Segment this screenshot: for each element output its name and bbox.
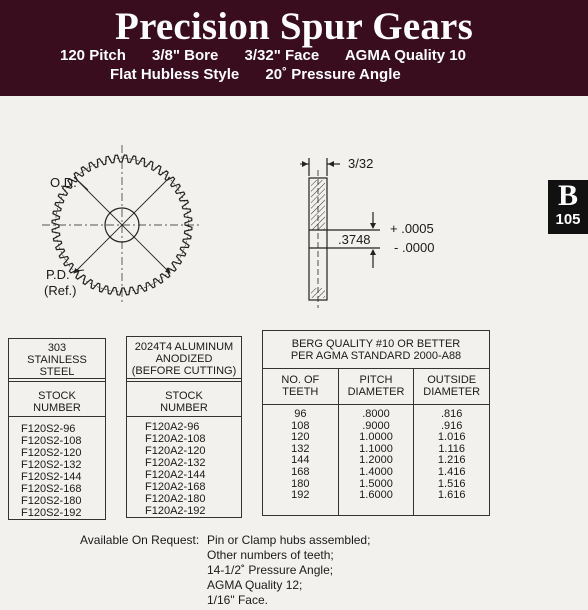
stock-number: F120A2-192 bbox=[145, 505, 206, 517]
stock-number: F120A2-144 bbox=[145, 469, 206, 481]
table-cell: 1.216 bbox=[437, 454, 466, 467]
teeth-column bbox=[263, 369, 339, 515]
header-line: STAINLESS bbox=[27, 354, 87, 366]
table-cell: 192 bbox=[291, 489, 310, 502]
bore-dimension: .3748 bbox=[338, 232, 371, 247]
table-cell: 96 bbox=[294, 408, 307, 420]
column-values bbox=[263, 405, 338, 502]
header-line: 2024T4 ALUMINUM bbox=[134, 341, 234, 353]
spec-pitch: 120 Pitch bbox=[60, 47, 126, 64]
spec-quality: AGMA Quality 10 bbox=[344, 47, 466, 64]
stock-number: F120A2-132 bbox=[145, 457, 206, 469]
table-cell: 1.616 bbox=[437, 489, 466, 502]
face-dimension: 3/32 bbox=[348, 156, 374, 171]
column-header bbox=[339, 369, 414, 405]
table-cell: 132 bbox=[291, 442, 310, 455]
header-line: NUMBER bbox=[160, 402, 208, 414]
spec-bore: 3/8" Bore bbox=[152, 47, 219, 64]
spec-style: Flat Hubless Style bbox=[110, 66, 240, 83]
stock-number: F120S2-96 bbox=[21, 423, 76, 435]
stock-number: F120S2-168 bbox=[21, 483, 82, 495]
spec-line-2 bbox=[110, 66, 423, 83]
page-number: 105 bbox=[555, 211, 581, 228]
stock-number: F120S2-192 bbox=[21, 507, 82, 519]
header-line: STEEL bbox=[39, 366, 75, 378]
availability-line: 14-1/2˚ Pressure Angle; bbox=[207, 563, 334, 577]
stainless-stock-list bbox=[9, 417, 105, 519]
table-cell: .9000 bbox=[362, 419, 390, 432]
table-cell: 1.116 bbox=[438, 442, 466, 455]
gear-diagram bbox=[0, 140, 480, 330]
stock-number: F120A2-108 bbox=[145, 433, 206, 445]
header-line: TEETH bbox=[282, 386, 319, 398]
stock-number: F120S2-132 bbox=[21, 459, 82, 471]
table-cell: 1.416 bbox=[437, 465, 466, 478]
stock-number: F120S2-108 bbox=[21, 435, 82, 447]
table-cell: 1.5000 bbox=[359, 477, 393, 490]
header-line: DIAMETER bbox=[347, 386, 405, 398]
table-cell: 1.0000 bbox=[359, 431, 393, 444]
table-cell: 180 bbox=[291, 477, 310, 490]
table-cell: 120 bbox=[291, 431, 310, 444]
od-label: O.D. bbox=[50, 175, 77, 190]
aluminum-table bbox=[126, 336, 242, 518]
header-line: 303 bbox=[47, 342, 67, 354]
table-cell: 1.4000 bbox=[359, 465, 393, 478]
outside-diameter-column bbox=[414, 369, 489, 515]
stock-number: F120A2-168 bbox=[145, 481, 206, 493]
table-cell: 144 bbox=[291, 454, 310, 467]
pd-label: P.D. bbox=[46, 267, 70, 282]
column-header bbox=[414, 369, 489, 405]
page-title: Precision Spur Gears bbox=[115, 5, 473, 48]
table-cell: 108 bbox=[291, 419, 310, 432]
header-line: STOCK bbox=[38, 390, 76, 402]
section-letter: B bbox=[557, 179, 578, 212]
table-cell: .8000 bbox=[362, 408, 390, 420]
header-line: DIAMETER bbox=[423, 386, 481, 398]
header-line: OUTSIDE bbox=[427, 374, 477, 386]
stock-number: F120A2-96 bbox=[145, 421, 200, 433]
table-cell: .916 bbox=[440, 419, 463, 432]
header-line: PER AGMA STANDARD 2000-A88 bbox=[290, 350, 462, 362]
table-cell: 1.6000 bbox=[359, 489, 393, 502]
header-line: NUMBER bbox=[33, 402, 81, 414]
header-line: (BEFORE CUTTING) bbox=[131, 365, 237, 377]
quality-standard-header bbox=[263, 331, 489, 369]
stainless-steel-table bbox=[8, 338, 106, 520]
bore-tolerance-minus: - .0000 bbox=[394, 240, 435, 255]
column-values bbox=[339, 405, 414, 502]
availability-line: AGMA Quality 12; bbox=[207, 578, 303, 592]
availability-line: Pin or Clamp hubs assembled; bbox=[207, 533, 371, 547]
column-header bbox=[263, 369, 338, 405]
stainless-stock-header bbox=[9, 381, 105, 417]
aluminum-material-header bbox=[127, 337, 241, 379]
header-line: STOCK bbox=[165, 390, 203, 402]
pitch-diameter-column bbox=[339, 369, 415, 515]
availability-line: Other numbers of teeth; bbox=[207, 548, 334, 562]
gear-spec-table bbox=[262, 330, 490, 516]
header-line: BERG QUALITY #10 OR BETTER bbox=[291, 338, 461, 350]
spec-pressure-angle: 20˚ Pressure Angle bbox=[265, 66, 401, 83]
section-tab bbox=[548, 180, 588, 234]
stock-number: F120S2-144 bbox=[21, 471, 82, 483]
header-line: PITCH bbox=[359, 374, 393, 386]
table-cell: .816 bbox=[440, 408, 463, 420]
table-cell: 168 bbox=[291, 465, 310, 478]
ref-label: (Ref.) bbox=[44, 283, 77, 298]
table-cell: 1.516 bbox=[437, 477, 466, 490]
stock-number: F120S2-120 bbox=[21, 447, 82, 459]
header-line: ANODIZED bbox=[155, 353, 213, 365]
bore-tolerance-plus: + .0005 bbox=[390, 221, 434, 236]
stock-number: F120A2-180 bbox=[145, 493, 206, 505]
aluminum-stock-header bbox=[127, 381, 241, 417]
table-cell: 1.2000 bbox=[359, 454, 393, 467]
availability-note bbox=[80, 533, 370, 608]
stock-number: F120A2-120 bbox=[145, 445, 206, 457]
availability-line: 1/16" Face. bbox=[207, 593, 268, 607]
title-banner bbox=[0, 0, 588, 96]
table-cell: 1.1000 bbox=[359, 442, 393, 455]
spec-face: 3/32" Face bbox=[244, 47, 320, 64]
table-cell: 1.016 bbox=[437, 431, 466, 444]
availability-label: Available On Request: bbox=[80, 533, 200, 547]
aluminum-stock-list bbox=[127, 417, 241, 517]
column-values bbox=[414, 405, 489, 502]
stock-number: F120S2-180 bbox=[21, 495, 82, 507]
stainless-material-header bbox=[9, 339, 105, 379]
header-line: NO. OF bbox=[281, 374, 320, 386]
spec-line-1 bbox=[60, 47, 488, 64]
